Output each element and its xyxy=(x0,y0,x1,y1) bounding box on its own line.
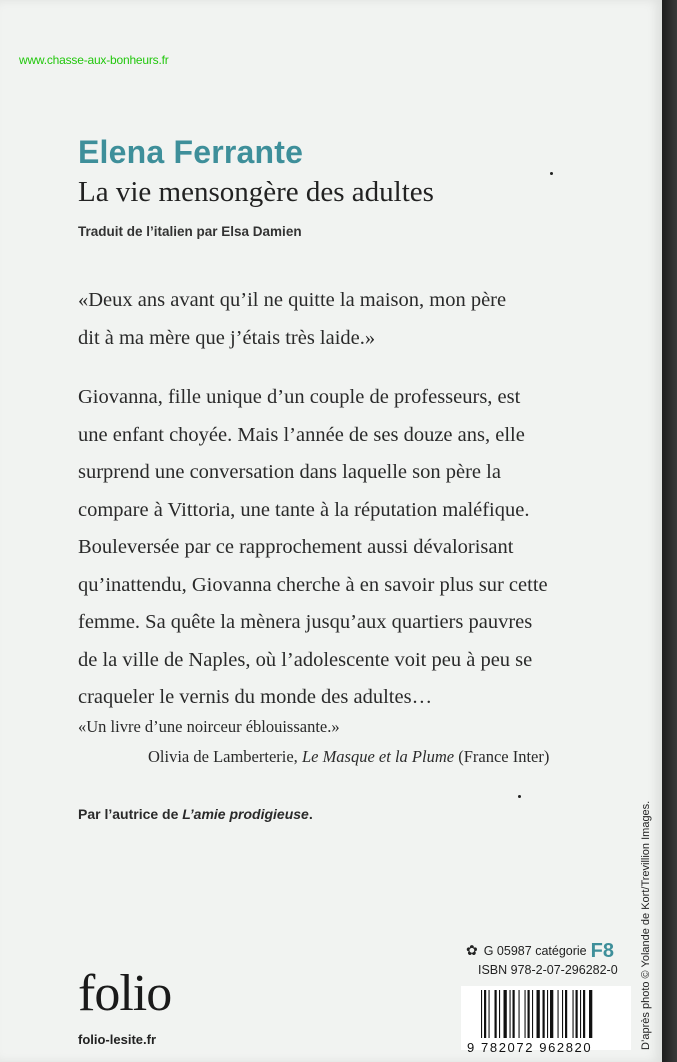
summary-line: Giovanna, fille unique d’un couple de professeurs, est xyxy=(78,386,521,408)
barcode-digits: 9 782072 962820 xyxy=(467,1040,593,1055)
summary-line: Bouleversée par ce rapprochement aussi dévalorisant xyxy=(78,536,514,558)
review-show: Le Masque et la Plume xyxy=(301,747,455,766)
by-author-book: L’amie prodigieuse xyxy=(182,806,309,822)
quote-line: dit à ma mère que j’étais très laide.» xyxy=(78,326,376,349)
isbn: ISBN 978-2-07-296282-0 xyxy=(478,963,618,977)
opening-quote xyxy=(78,282,506,357)
book-title: La vie mensongère des adultes xyxy=(78,176,434,208)
review-quote: «Un livre d’une noirceur éblouissante.» xyxy=(78,717,340,736)
review-source xyxy=(148,747,549,767)
summary-line: femme. Sa quête la mènera jusqu’aux quartiers pauvres xyxy=(78,611,533,633)
summary-line: compare à Vittoria, une tante à la réputation maléfique. xyxy=(78,498,530,521)
summary-line: de la ville de Naples, où l’adolescente voit peu à peu se xyxy=(78,648,533,671)
catalog-code: G 05987 xyxy=(483,944,532,958)
translator-credit: Traduit de l’italien par Elsa Damien xyxy=(78,224,302,239)
summary-text xyxy=(78,379,548,717)
barcode-bars-icon xyxy=(481,990,627,1042)
summary-line: une enfant choyée. Mais l’année de ses douze ans, elle xyxy=(78,423,525,446)
speck xyxy=(518,795,521,798)
catalog-info xyxy=(466,940,614,963)
summary-line: qu’inattendu, Giovanna cherche à en savoir plus sur cette xyxy=(78,573,548,596)
publisher-logo: folio xyxy=(78,965,172,1022)
review-station: (France Inter) xyxy=(458,747,550,766)
by-author-suffix: . xyxy=(308,806,313,822)
quote-line: «Deux ans avant qu’il ne quitte la maison, mon père xyxy=(78,289,507,311)
author-name: Elena Ferrante xyxy=(78,134,304,170)
category-label: catégorie xyxy=(535,944,587,958)
folio-mark-icon: ✿ xyxy=(466,942,478,958)
review-critic: Olivia de Lamberterie, xyxy=(148,747,298,766)
publisher-site: folio-lesite.fr xyxy=(78,1032,157,1047)
watermark-url: www.chasse-aux-bonheurs.fr xyxy=(19,53,169,67)
speck xyxy=(550,172,553,175)
by-author-prefix: Par l’autrice de xyxy=(78,806,179,822)
barcode xyxy=(461,986,631,1055)
by-author-line xyxy=(78,806,313,822)
page-edge xyxy=(662,0,677,1062)
summary-line: craqueler le vernis du monde des adultes… xyxy=(78,686,433,708)
summary-line: surprend une conversation dans laquelle son père la xyxy=(78,461,501,483)
category-code: F8 xyxy=(590,940,614,962)
photo-credit: D’après photo © Yolande de Kort/Trevillion Images. xyxy=(640,800,652,1050)
